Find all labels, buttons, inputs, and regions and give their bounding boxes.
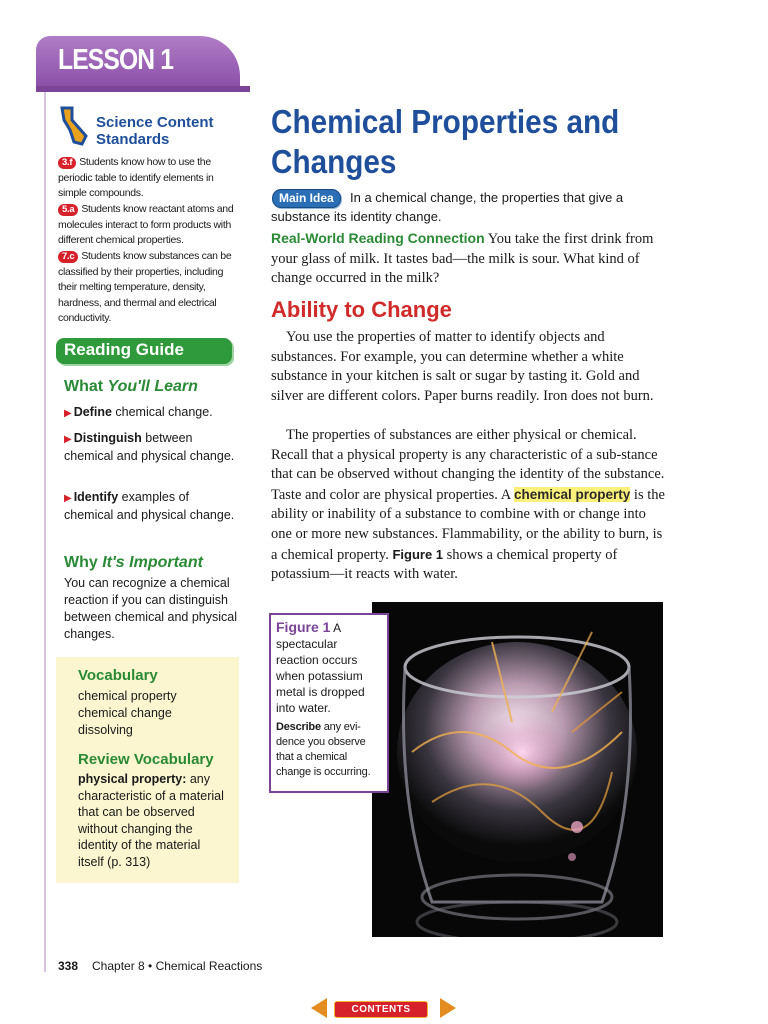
learn-item <box>64 430 239 465</box>
vocabulary-title: Vocabulary <box>78 667 158 684</box>
review-vocabulary-title: Review Vocabulary <box>78 751 214 768</box>
vocabulary-highlight: chemical property <box>514 486 631 502</box>
section-heading: Ability to Change <box>271 297 452 322</box>
real-world-text: You take the first drink from your glass of milk. It tastes bad—the milk is sour. What kind of change occurred in the milk? <box>271 231 654 286</box>
lesson-label: LESSON 1 <box>58 44 174 76</box>
real-world-label: Real-World Reading Connection <box>271 230 485 246</box>
figure-describe-prompt <box>276 720 382 780</box>
standard-text: Students know how to use the periodic table to identify elements in simple compounds. <box>58 156 214 199</box>
body-paragraph: You use the properties of matter to identify objects and substances. For example, you can determine whether a white substance in your kitchen is salt or sugar by tasting it. Gold and silver are different colors. Paper burns readily. Iron does not burn. <box>271 329 654 404</box>
standard-item <box>58 249 238 327</box>
standard-item <box>58 155 238 202</box>
contents-button[interactable]: CONTENTS <box>334 1001 428 1018</box>
heading-emphasis: It's Important <box>102 554 203 571</box>
body-paragraph <box>271 426 666 585</box>
paragraph-text: The properties of substances are either physical or chemical. Recall that a physical property is any characteristic of a sub-stance that can be observed without changing the identity of the substance. Taste and color are physical properties. A <box>271 427 665 503</box>
learn-text: between chemical and physical change. <box>64 431 235 463</box>
main-idea-text: In a chemical change, the properties that give a substance its identity change. <box>271 190 624 224</box>
figure-caption <box>276 619 382 716</box>
bullet-arrow-icon: ▶ <box>64 493 72 504</box>
why-its-important-heading <box>64 554 203 572</box>
chapter-label: Chapter 8 • Chemical Reactions <box>92 959 263 973</box>
review-vocabulary-definition <box>78 771 228 870</box>
learn-verb: Distinguish <box>73 431 142 445</box>
standard-code-badge: 3.f <box>58 157 76 169</box>
vocabulary-term: dissolving <box>78 723 133 737</box>
what-youll-learn-heading <box>64 378 198 396</box>
figure-label: Figure 1 <box>276 619 331 635</box>
learn-text: examples of chemical and physical change. <box>64 490 235 522</box>
page-number: 338 <box>58 959 79 973</box>
standard-text: Students know reactant atoms and molecules interact to form products with different chemical properties. <box>58 203 234 246</box>
learn-verb: Identify <box>73 490 119 504</box>
next-page-arrow-icon[interactable] <box>440 998 456 1018</box>
bullet-arrow-icon: ▶ <box>64 408 72 419</box>
review-definition-text: any characteristic of a material that can be observed without changing the identity of the material itself (p. 313) <box>78 772 224 869</box>
lesson-tab-underline <box>36 86 250 92</box>
california-state-icon <box>58 104 90 148</box>
standard-code-badge: 5.a <box>58 204 78 216</box>
standards-title: Science Content Standards <box>96 114 214 148</box>
standard-item <box>58 202 238 249</box>
figure-reference: Figure 1 <box>392 546 444 562</box>
paragraph-text: shows a chemical property of potassium—it reacts with water. <box>271 546 618 583</box>
why-important-text: You can recognize a chemical reaction if you can distinguish between chemical and physical changes. <box>64 576 238 641</box>
standard-text: Students know substances can be classified by their properties, including their melting temperature, density, hardness, and thermal and electrical conductivity. <box>58 250 232 324</box>
paragraph-text: is the ability or inability of a substance to combine with or change into one or more new substances. Flammability, or the ability to burn, is a chemical property. <box>271 486 665 563</box>
bullet-arrow-icon: ▶ <box>64 434 72 445</box>
figure-caption-text: A spectacular reaction occurs when potassium metal is dropped into water. <box>276 621 365 715</box>
heading-text: What <box>64 378 108 395</box>
previous-page-arrow-icon[interactable] <box>311 998 327 1018</box>
vocabulary-term: chemical change <box>78 706 172 720</box>
learn-text: chemical change. <box>111 405 213 419</box>
vocabulary-term: chemical property <box>78 689 177 703</box>
page-title: Chemical Properties and Changes <box>271 103 620 180</box>
real-world-connection <box>271 229 666 289</box>
learn-item <box>64 404 239 422</box>
describe-text: any evi-dence you observe that a chemical change is occurring. <box>276 721 371 778</box>
main-idea-badge: Main Idea <box>272 189 341 208</box>
describe-label: Describe <box>276 721 321 733</box>
review-term: physical property: <box>78 772 187 786</box>
sidebar-divider <box>44 92 46 972</box>
learn-item <box>64 489 239 524</box>
reading-guide-title: Reading Guide <box>64 340 184 359</box>
heading-emphasis: You'll Learn <box>107 378 198 395</box>
standard-code-badge: 7.c <box>58 251 78 263</box>
potassium-reaction-photo <box>372 602 663 937</box>
heading-text: Why <box>64 554 103 571</box>
learn-verb: Define <box>73 405 112 419</box>
